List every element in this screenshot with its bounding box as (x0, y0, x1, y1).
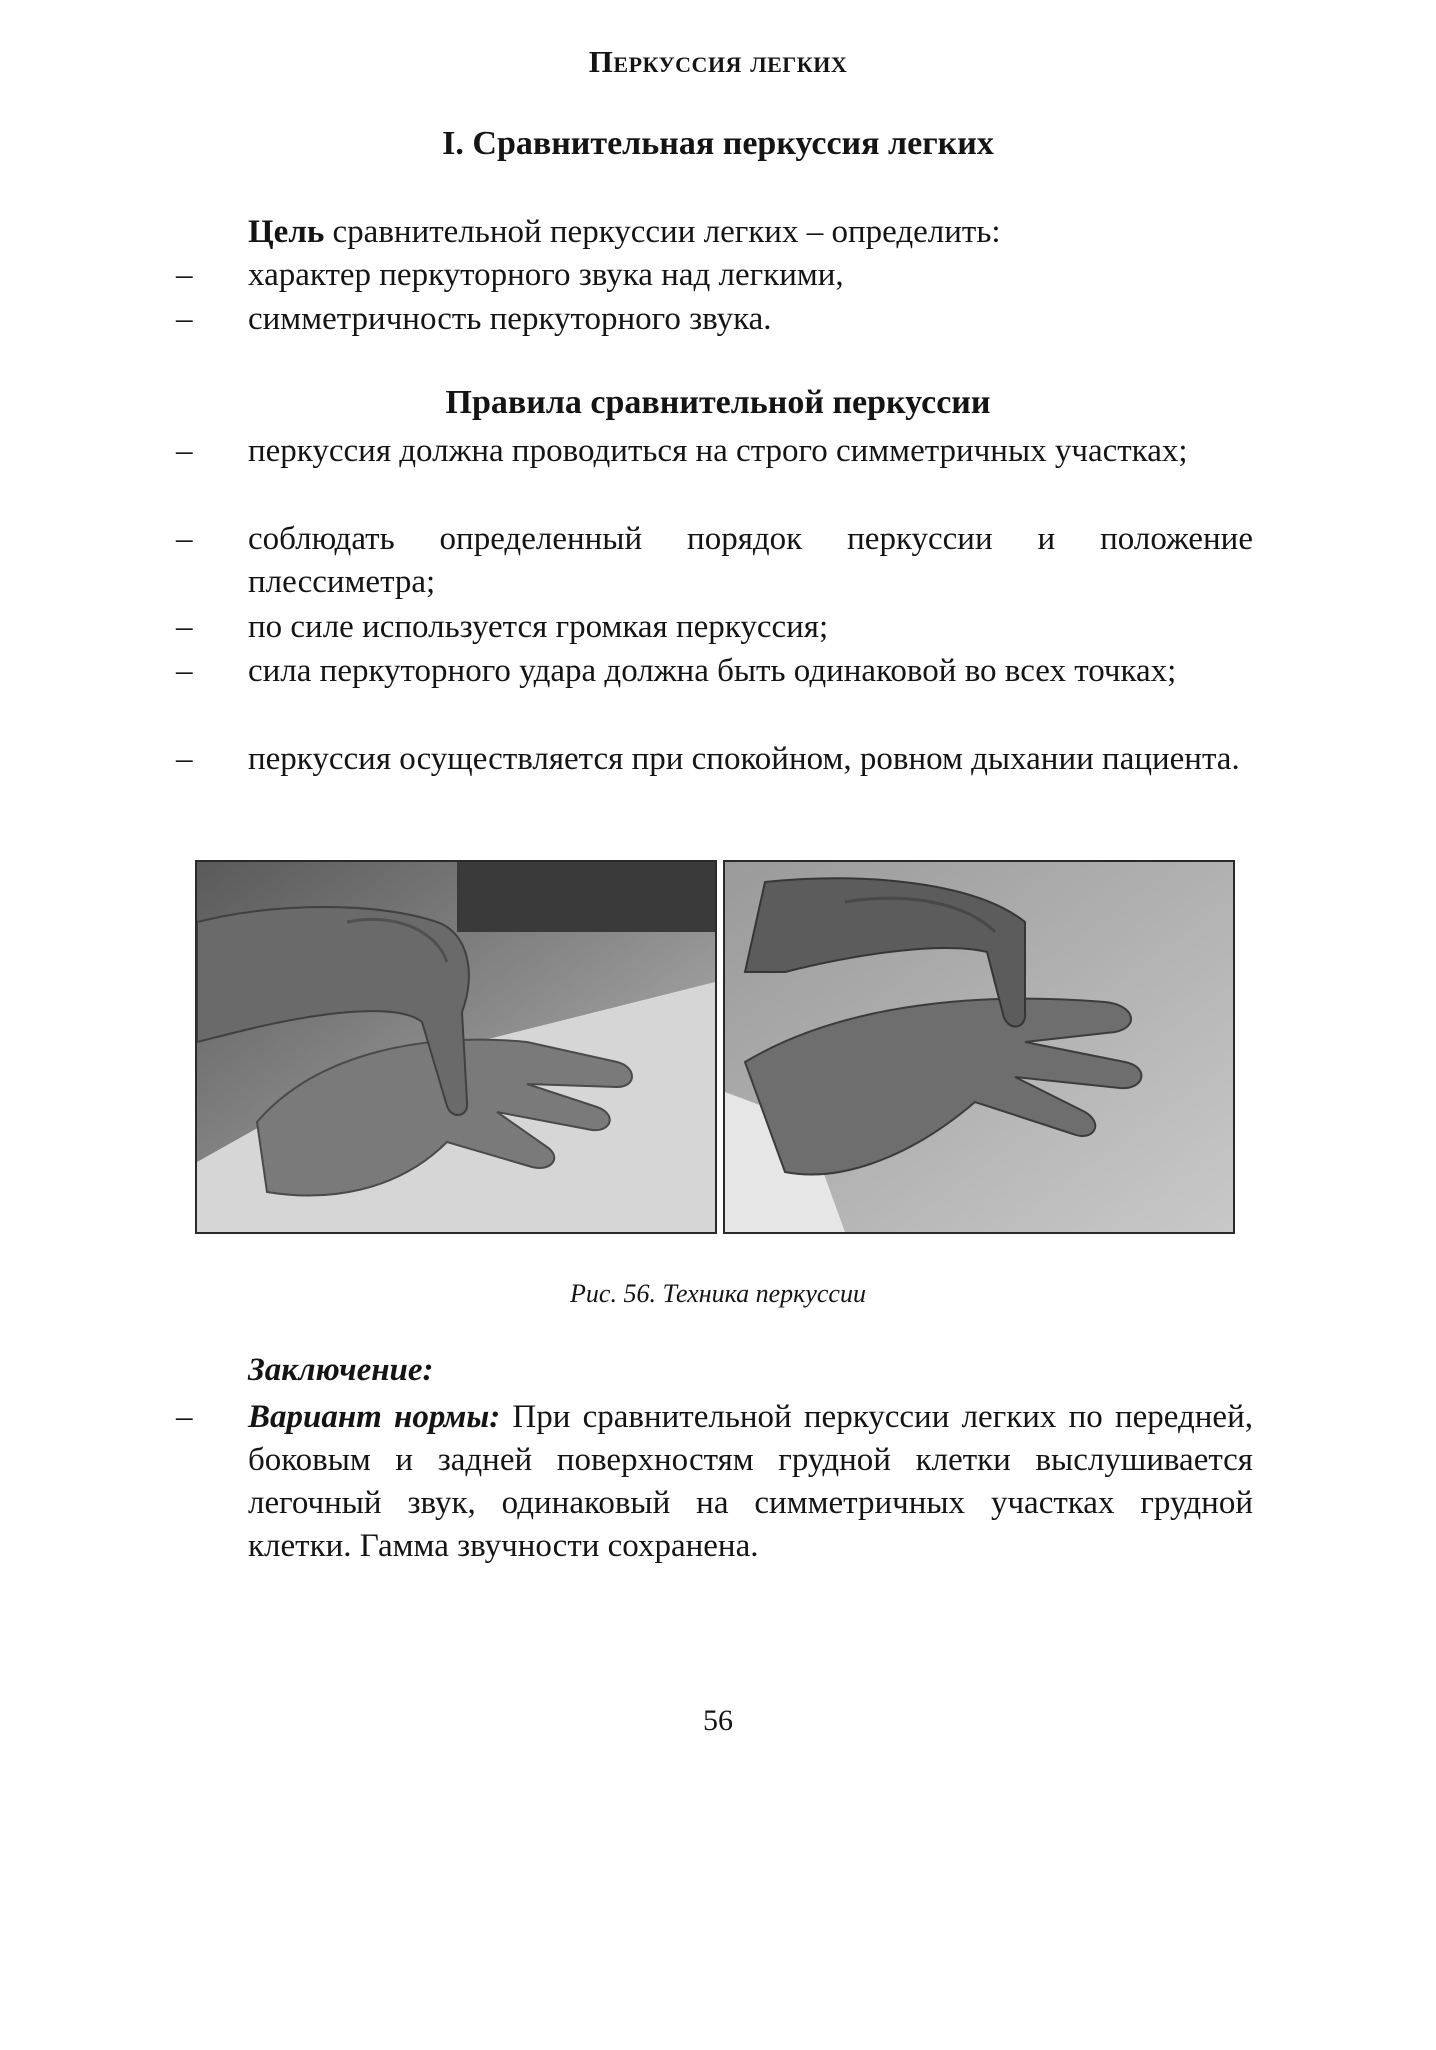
goal-paragraph (248, 210, 1253, 254)
goal-item-text: симметричность перкуторного звука. (248, 301, 772, 337)
dash-bullet: – (176, 521, 193, 557)
dash-bullet: – (176, 433, 193, 469)
rule-item-text: перкуссия должна проводиться на строго симметричных участках; (248, 433, 1188, 469)
dash-bullet: – (176, 1399, 193, 1435)
rule-item (176, 738, 1253, 781)
conclusion-heading: Заключение: (248, 1352, 434, 1388)
rule-item (176, 430, 1253, 473)
conclusion-text (248, 1396, 1253, 1568)
goal-item-text: характер перкуторного звука над легкими, (248, 257, 844, 293)
hand-percussion-photo (195, 860, 717, 1234)
rule-item (176, 518, 1253, 604)
variant-text: При сравнительной перкуссии легких по передней, боковым и задней поверхностям грудной клетки выслушивается легочный звук, одинаковый на симметричных участках грудной клетки. Гамма звучности сохранена. (248, 1399, 1253, 1564)
figure-caption: Рис. 56. Техника перкуссии (570, 1279, 866, 1308)
finger-percussion-photo (723, 860, 1235, 1234)
goal-text: сравнительной перкуссии легких – определить: (324, 214, 1001, 250)
dash-bullet: – (176, 301, 193, 337)
variant-label: Вариант нормы: (248, 1399, 501, 1435)
dash-bullet: – (176, 653, 193, 689)
goal-item (176, 254, 1253, 297)
rule-item-text: перкуссия осуществляется при спокойном, ровном дыхании пациента. (248, 741, 1240, 777)
rule-item (176, 650, 1253, 693)
rule-item-text: по силе используется громкая перкуссия; (248, 609, 829, 645)
conclusion-item (176, 1396, 1253, 1568)
rule-item (176, 606, 1253, 649)
goal-item (176, 298, 1253, 341)
rules-heading: Правила сравнительной перкуссии (445, 384, 991, 421)
rule-item-text: сила перкуторного удара должна быть одинаковой во всех точках; (248, 653, 1177, 689)
dash-bullet: – (176, 741, 193, 777)
rule-item-text: соблюдать определенный порядок перкуссии и положение плессиметра; (248, 521, 1253, 600)
dash-bullet: – (176, 257, 193, 293)
section-heading: I. Сравнительная перкуссия легких (442, 125, 994, 162)
page-title: Перкуссия легких (588, 44, 848, 79)
dash-bullet: – (176, 609, 193, 645)
page-number: 56 (703, 1704, 733, 1737)
goal-label: Цель (248, 214, 325, 250)
